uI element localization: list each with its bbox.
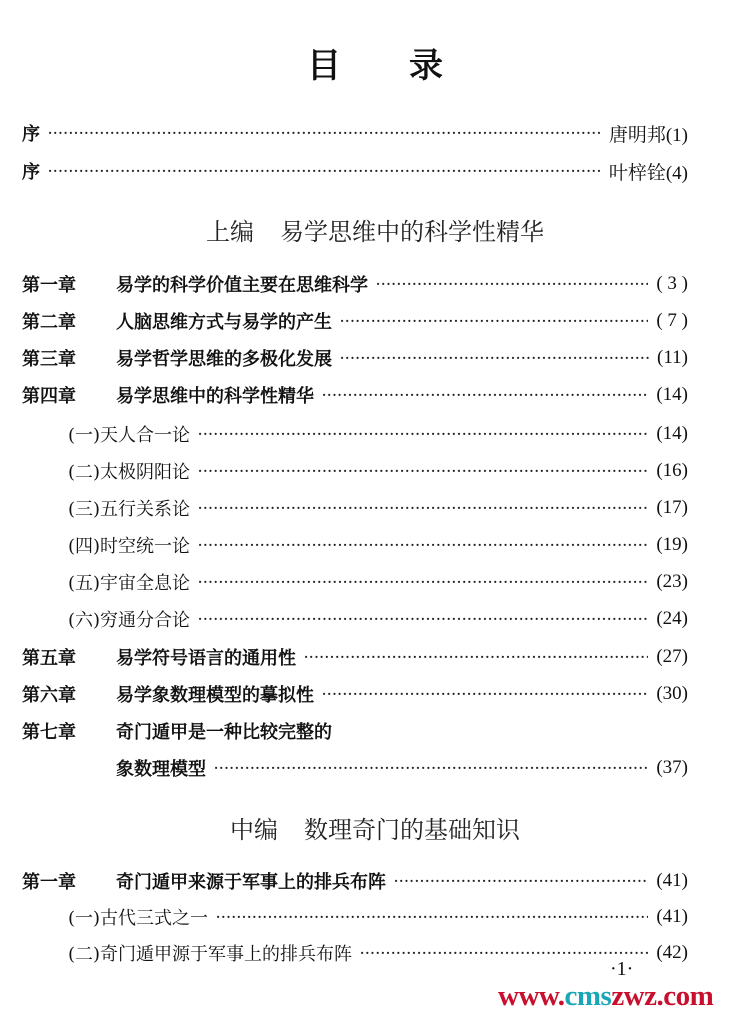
part2-heading: [0, 810, 750, 845]
preface-author-page: 唐明邦(1): [608, 124, 688, 146]
page-ref: (17): [656, 497, 688, 518]
leader-dots: [198, 530, 648, 560]
leader-dots: [216, 902, 648, 932]
page-ref: (14): [656, 423, 688, 444]
part1-heading: [0, 212, 750, 247]
chapter-title: 易学象数理模型的摹拟性: [116, 685, 314, 706]
title-char-1: 目: [307, 46, 341, 86]
page-ref: (14): [656, 384, 688, 405]
leader-dots: [198, 456, 648, 486]
page-ref: (11): [657, 347, 688, 368]
page-ref: (41): [656, 870, 688, 891]
page-ref: ( 3 ): [656, 273, 688, 294]
toc-entry-section[interactable]: [0, 938, 750, 968]
chapter-title: 易学哲学思维的多极化发展: [116, 349, 332, 370]
chapter-title: 易学符号语言的通用性: [116, 648, 296, 669]
section-title: (三)五行关系论: [68, 499, 191, 520]
page-ref: (24): [656, 608, 688, 629]
page-number: ·1·: [610, 958, 634, 980]
toc-entry-preface-2[interactable]: [0, 156, 750, 186]
leader-dots: [304, 642, 648, 672]
part2-label: 中编: [230, 816, 278, 844]
chapter-title: 易学的科学价值主要在思维科学: [116, 275, 368, 296]
toc-entry-chapter-line2[interactable]: [0, 753, 750, 783]
chapter-title: 奇门遁甲来源于军事上的排兵布阵: [116, 872, 386, 893]
page-ref: (30): [656, 683, 688, 704]
title-char-2: 录: [409, 46, 443, 86]
section-title: (二)太极阴阳论: [68, 462, 191, 483]
toc-entry-chapter[interactable]: [0, 380, 750, 410]
toc-entry-section[interactable]: [0, 567, 750, 597]
page-ref: (37): [656, 757, 688, 778]
page-ref: (42): [656, 942, 688, 963]
part1-label: 上编: [206, 218, 254, 246]
toc-entry-chapter[interactable]: [0, 343, 750, 373]
toc-entry-chapter[interactable]: [0, 642, 750, 672]
chapter-title: 易学思维中的科学性精华: [116, 386, 314, 407]
leader-dots: [198, 567, 648, 597]
preface-author-page: 叶梓铨(4): [608, 162, 688, 184]
section-title: (四)时空统一论: [68, 536, 191, 557]
chapter-number: 第七章: [22, 722, 76, 743]
toc-entry-section[interactable]: [0, 530, 750, 560]
chapter-title-continued: 象数理模型: [116, 759, 206, 780]
toc-entry-chapter[interactable]: [0, 269, 750, 299]
toc-entry-preface-1[interactable]: [0, 118, 750, 148]
leader-dots: [48, 156, 601, 186]
watermark: [498, 980, 713, 1013]
section-title: (一)古代三式之一: [68, 908, 209, 929]
toc-entry-chapter[interactable]: [0, 866, 750, 896]
page-ref: (41): [656, 906, 688, 927]
chapter-title: 奇门遁甲是一种比较完整的: [116, 722, 332, 743]
watermark-prefix: www.: [498, 980, 565, 1012]
leader-dots: [340, 343, 649, 373]
chapter-number: 第五章: [22, 648, 76, 669]
chapter-title: 人脑思维方式与易学的产生: [116, 312, 332, 333]
chapter-number: 第一章: [22, 872, 76, 893]
part2-title: 数理奇门的基础知识: [304, 816, 520, 844]
toc-entry-section[interactable]: [0, 493, 750, 523]
chapter-number: 第二章: [22, 312, 76, 333]
preface-label: 序: [22, 124, 40, 145]
leader-dots: [340, 306, 648, 336]
section-title: (二)奇门遁甲源于军事上的排兵布阵: [68, 944, 353, 965]
toc-entry-section[interactable]: [0, 902, 750, 932]
leader-dots: [322, 679, 648, 709]
toc-entry-chapter-line1[interactable]: [0, 716, 750, 746]
toc-entry-section[interactable]: [0, 456, 750, 486]
toc-entry-chapter[interactable]: [0, 306, 750, 336]
chapter-number: 第六章: [22, 685, 76, 706]
toc-entry-section[interactable]: [0, 419, 750, 449]
leader-dots: [198, 604, 648, 634]
leader-dots: [214, 753, 648, 783]
section-title: (一)天人合一论: [68, 425, 191, 446]
leader-dots: [198, 493, 648, 523]
watermark-mid: cms: [564, 980, 612, 1012]
page-ref: (23): [656, 571, 688, 592]
chapter-number: 第四章: [22, 386, 76, 407]
section-title: (六)穷通分合论: [68, 610, 191, 631]
toc-entry-section[interactable]: [0, 604, 750, 634]
page-ref: (27): [656, 646, 688, 667]
leader-dots: [394, 866, 648, 896]
section-title: (五)宇宙全息论: [68, 573, 191, 594]
part1-title: 易学思维中的科学性精华: [280, 218, 544, 246]
leader-dots: [322, 380, 648, 410]
page-ref: ( 7 ): [656, 310, 688, 331]
page-ref: (19): [656, 534, 688, 555]
chapter-number: 第一章: [22, 275, 76, 296]
toc-entry-chapter[interactable]: [0, 679, 750, 709]
leader-dots: [48, 118, 601, 148]
page-title: [0, 38, 750, 87]
preface-label: 序: [22, 162, 40, 183]
watermark-suffix: zwz.com: [611, 980, 714, 1012]
leader-dots: [360, 938, 648, 968]
page-ref: (16): [656, 460, 688, 481]
leader-dots: [376, 269, 648, 299]
chapter-number: 第三章: [22, 349, 76, 370]
leader-dots: [198, 419, 648, 449]
